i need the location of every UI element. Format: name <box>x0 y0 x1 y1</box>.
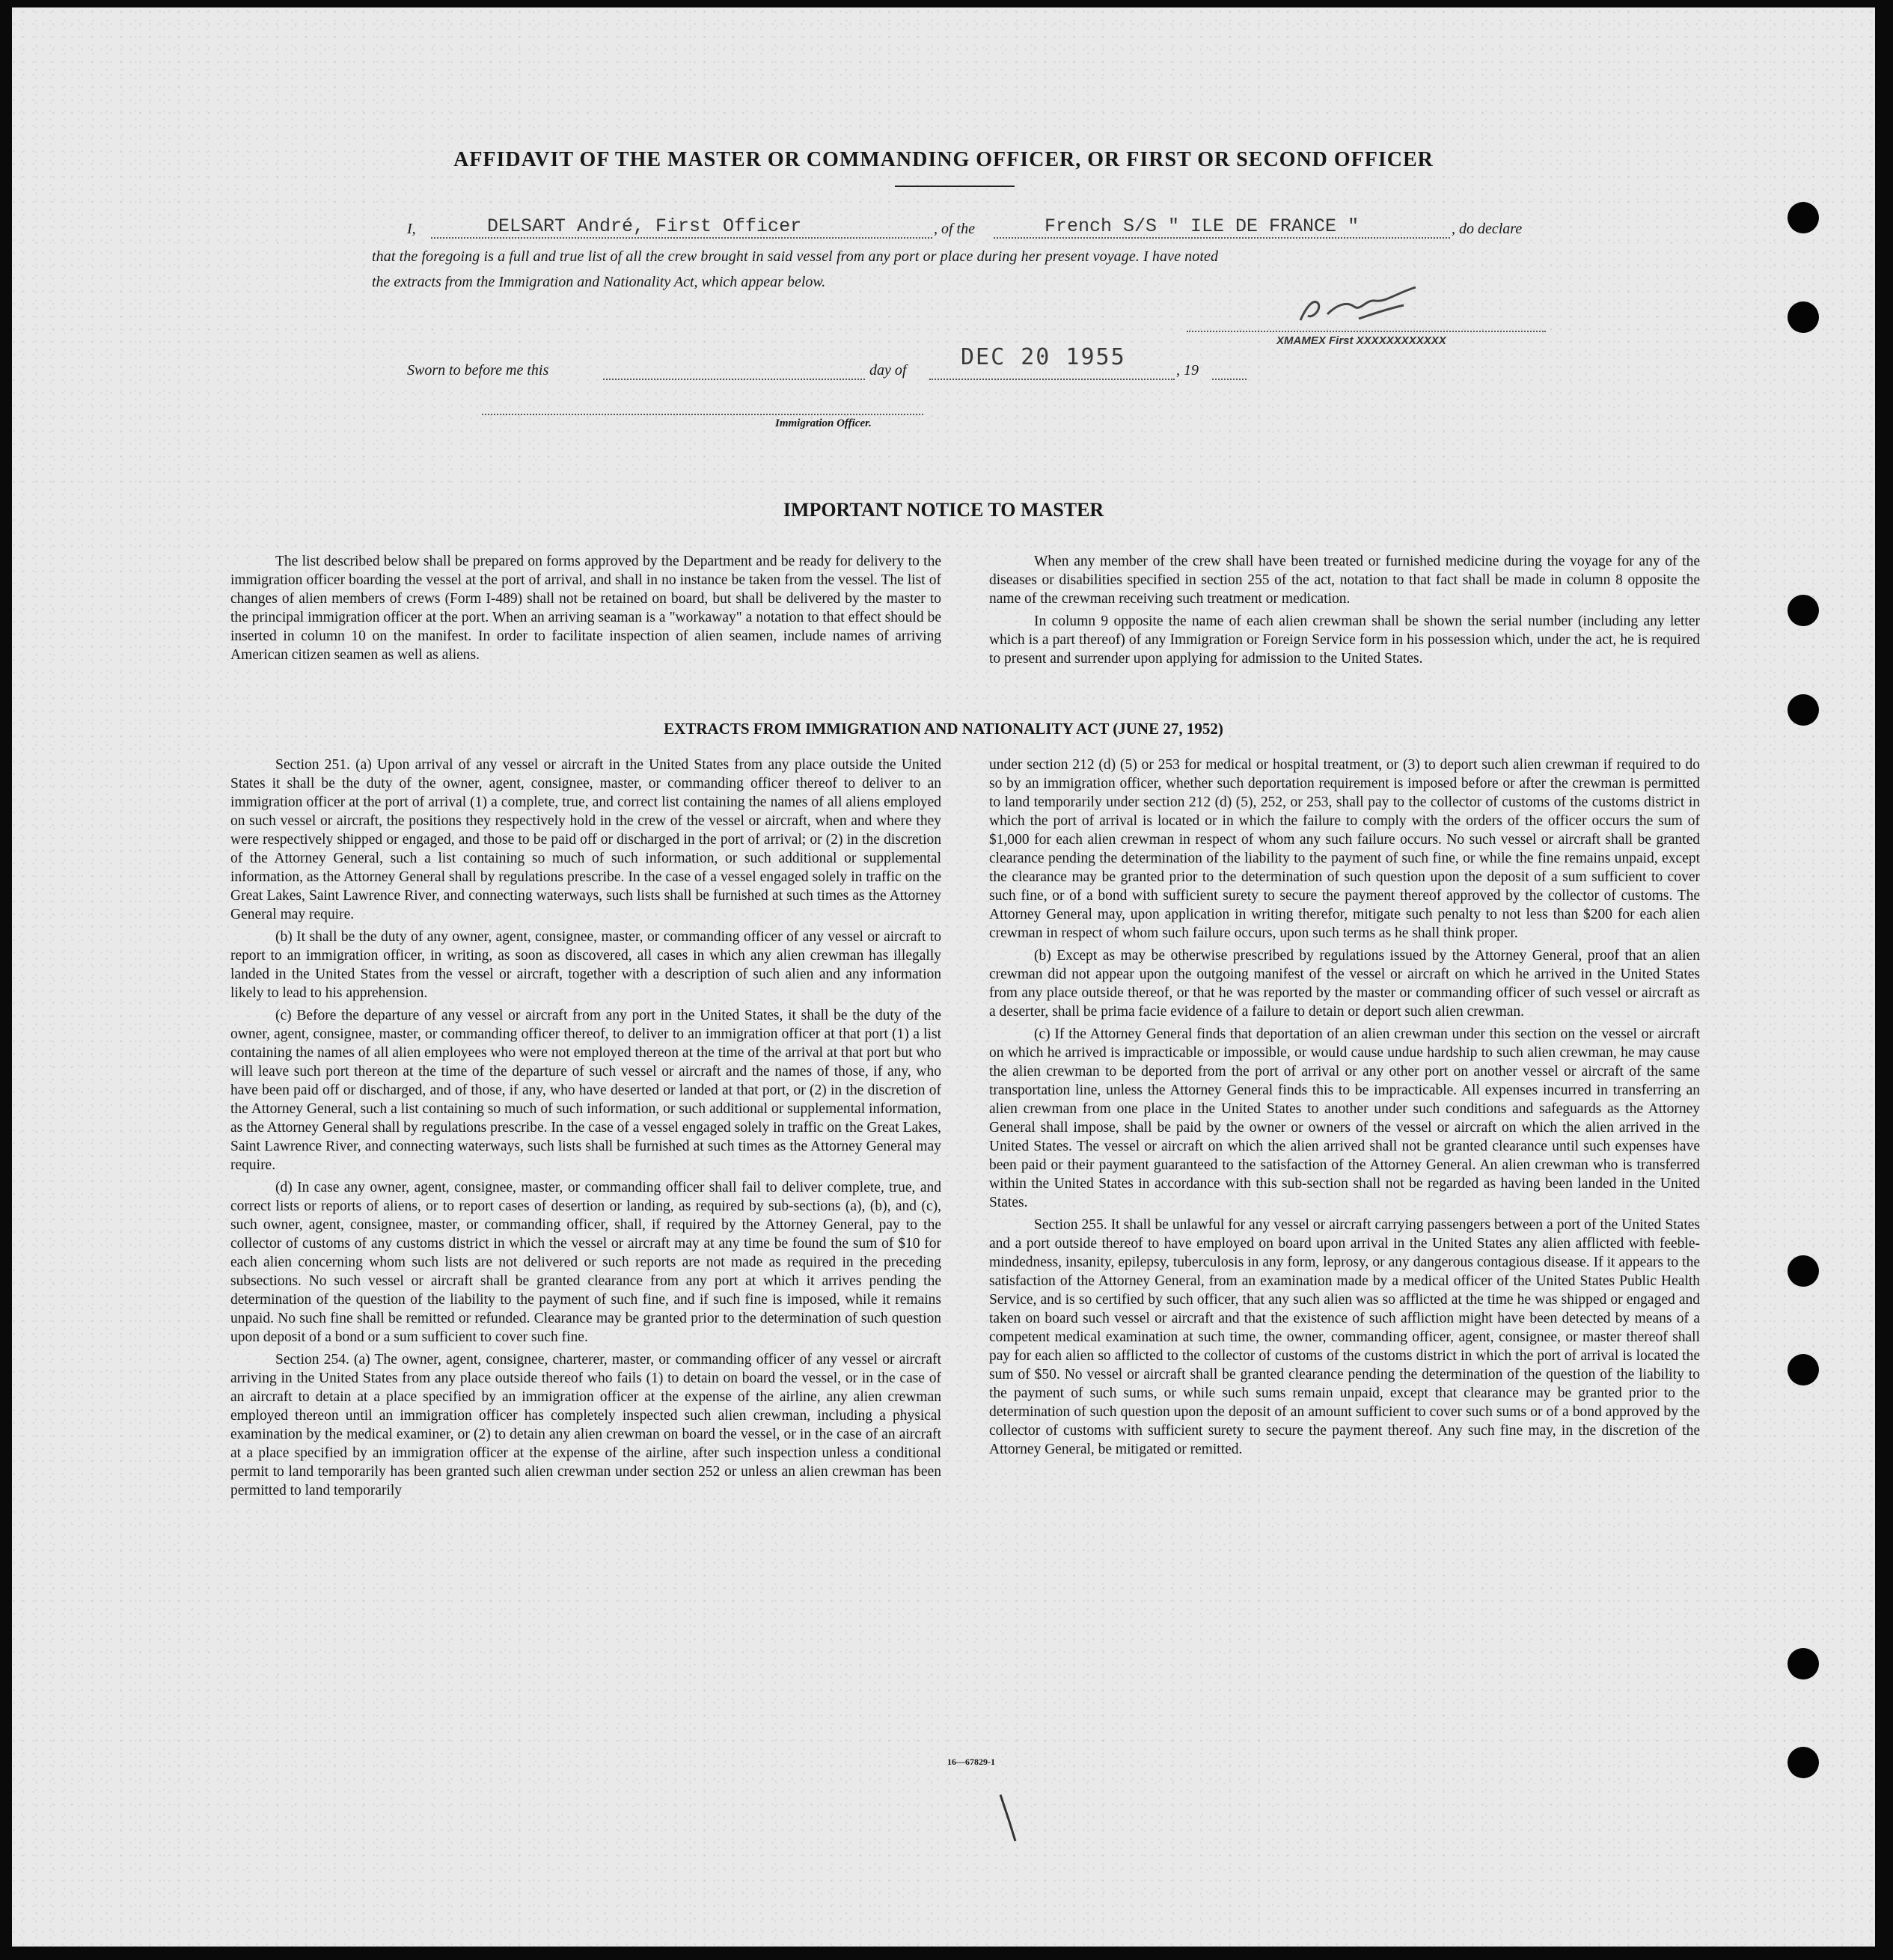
sworn-label: Sworn to before me this <box>407 362 549 379</box>
affidavit-title: AFFIDAVIT OF THE MASTER OR COMMANDING OFFICER, OR FIRST OR SECOND OFFICER <box>453 148 1434 171</box>
extracts-title: EXTRACTS FROM IMMIGRATION AND NATIONALITY ACT (JUNE 27, 1952) <box>664 720 1223 738</box>
signature-line <box>1187 331 1546 332</box>
stray-mark <box>996 1792 1026 1844</box>
binder-hole <box>1788 1648 1819 1679</box>
declare-label: , do declare <box>1452 221 1523 237</box>
day-of-label: day of <box>869 362 907 379</box>
binder-hole <box>1788 694 1819 726</box>
notice-right-paragraph-1: When any member of the crew shall have been treated or furnished medicine during the voyage for any of the diseases or disabilities specified in section 255 of the act, notation to that fact shall be made in column 8 opposite the name of the crewman receiving such treatment or medication. <box>989 554 1700 607</box>
extract-paragraph: (b) It shall be the duty of any owner, agent, consignee, master, or commanding officer of any vessel or aircraft to report to an immigration officer, in writing, as soon as discovered, all cases in which any alien crewman has illegally landed in the United States from the vessel or aircraft, together with a description of such alien and any information likely to lead to his apprehension. <box>230 929 941 1001</box>
binder-hole <box>1788 1354 1819 1385</box>
extract-paragraph: under section 212 (d) (5) or 253 for medical or hospital treatment, or (3) to deport such alien crewman if required to do so by an immigration officer, whether such deportation requirement is imposed before or after the crewman is permitted to land temporarily under section 212 (d) (5), 252, or 253, shall pay to the collector of customs of the customs district in which the port of arrival is located or in which the failure to comply with the orders of the officer occurs the sum of $1,000 for each alien crewman in respect of whom any such failure occurs. No such vessel or aircraft shall be granted clearance pending the determination of the liability to the payment of such fine, or while the fine remains unpaid, except the clearance may be granted prior to the determination of such question upon the deposit of a sum sufficient to cover such fine, or of a bond with sufficient surety to secure the payment thereof approved by the collector of customs. The Attorney General may, upon application in writing therefor, mitigate such penalty to not less than $200 for each alien crewman in respect of whom such failure occurs, upon such terms as he shall think proper. <box>989 757 1700 941</box>
year-line <box>1212 379 1247 380</box>
extract-paragraph: (b) Except as may be otherwise prescribed by regulations issued by the Attorney General, proof that an alien crewman did not appear upon the outgoing manifest of the vessel or aircraft on which he arrived in the United States from any place outside thereof, or that he was reported by the master or commanding officer of such vessel or aircraft as a deserter, shall be prima facie evidence of a failure to detain or deport such alien crewman. <box>989 948 1700 1020</box>
extract-paragraph: (c) If the Attorney General finds that deportation of an alien crewman under this section on the vessel or aircraft on which he arrived is impracticable or impossible, or would cause undue hardship to such alien crewman, he may cause the alien crewman to be deported from the port of arrival or any other port on another vessel or aircraft of the same transportation line, unless the Attorney General finds this to be impracticable. All expenses incurred in transferring an alien crewman from one place in the United States to another under such conditions and safeguards as the Attorney General shall impose, shall be paid by the owner or owners of the vessel or aircraft on which the alien arrived in the United States. The vessel or aircraft on which the alien arrived shall not be granted clearance until such expenses have been paid or their payment guaranteed to the satisfaction of the Attorney General. An alien crewman who is transferred within the United States in accordance with this sub-section shall not be regarded as having been landed in the United States. <box>989 1026 1700 1210</box>
extract-paragraph: Section 251. (a) Upon arrival of any vessel or aircraft in the United States from any place outside the United States it shall be the duty of the owner, agent, consignee, master, or commanding officer thereof to deliver to an immigration officer at the port of arrival (1) a complete, true, and correct list containing the names of all aliens employed on such vessel or aircraft, the positions they respectively hold in the crew of the vessel or aircraft, when and where they were respectively shipped or engaged, and those to be paid off or discharged in the port of arrival; or (2) in the discretion of the Attorney General, such a list containing so much of such information, or such additional or supplemental information, as the Attorney General shall by regulations prescribe. In the case of a vessel engaged solely in traffic on the Great Lakes, Saint Lawrence River, and connecting waterways, such lists shall be furnished at such times as the Attorney General may require. <box>230 757 941 922</box>
binder-hole <box>1788 1255 1819 1287</box>
signer-title: XMAMEX First XXXXXXXXXXXX <box>1276 334 1446 347</box>
notice-left-column <box>230 552 941 668</box>
binder-hole <box>1788 595 1819 626</box>
vessel-line <box>994 237 1450 239</box>
binder-hole <box>1788 202 1819 233</box>
binder-hole <box>1788 1747 1819 1778</box>
year-label: , 19 <box>1176 362 1199 379</box>
title-rule <box>895 186 1015 187</box>
affidavit-line-2: that the foregoing is a full and true list of all the crew brought in said vessel from any port or place during her present voyage. I have noted <box>372 248 1219 265</box>
date-stamp: DEC 20 1955 <box>961 344 1126 370</box>
extract-paragraph: (c) Before the departure of any vessel or aircraft from any port in the United States, it shall be the duty of the owner, agent, consignee, master, or commanding officer thereof, to deliver to an immigration officer at that port (1) a list containing the names of all alien employees who were not employed thereon at the time of the arrival at that port but who will leave such port thereon at the time of the departure of such vessel or aircraft and the names of those, if any, who have been paid off or discharged, and of those, if any, who have deserted or landed at that port, or (2) in the discretion of the Attorney General, such a list containing so much of such information, or such additional or supplemental information, as the Attorney General shall by regulations prescribe. In the case of a vessel engaged solely in traffic on the Great Lakes, Saint Lawrence River, and connecting waterways, such lists shall be furnished at such times as the Attorney General may require. <box>230 1008 941 1173</box>
extract-paragraph: (d) In case any owner, agent, consignee, master, or commanding officer shall fail to deliver complete, true, and correct lists or reports of aliens, or to report cases of desertion or landing, as required by sub-sections (a), (b), and (c), such owner, agent, consignee, master, or commanding officer, shall, if required by the Attorney General, pay to the collector of customs of any customs district in which the vessel or aircraft may at any time be found the sum of $10 for each alien concerning whom such lists are not delivered or such reports are not made as required in the preceding subsections. No such vessel or aircraft shall be granted clearance from any port at which it arrives pending the determination of the question of the liability to the payment of such fine, and if such fine is imposed, while it remains unpaid. No such fine shall be remitted or refunded. Clearance may be granted prior to the determination of such question upon deposit of a bond or a sum sufficient to cover such fine. <box>230 1180 941 1345</box>
sworn-month-line <box>929 379 1175 380</box>
officer-name-field[interactable]: DELSART André, First Officer <box>487 215 802 237</box>
extracts-left-column <box>230 756 941 1504</box>
of-label: , of the <box>934 221 975 237</box>
binder-hole <box>1788 301 1819 333</box>
notice-right-column <box>989 552 1700 672</box>
notice-title: IMPORTANT NOTICE TO MASTER <box>783 499 1104 521</box>
immigration-officer-caption: Immigration Officer. <box>775 417 872 429</box>
affidavit-line-3: the extracts from the Immigration and Nationality Act, which appear below. <box>372 274 826 290</box>
officer-signature-line <box>482 414 923 415</box>
document-page <box>12 7 1875 1947</box>
sworn-day-line <box>603 379 865 380</box>
name-line <box>431 237 932 239</box>
officer-signature <box>1291 284 1426 329</box>
vessel-name-field[interactable]: French S/S " ILE DE FRANCE " <box>1045 215 1360 237</box>
extract-paragraph: Section 254. (a) The owner, agent, consignee, charterer, master, or commanding officer of any vessel or aircraft arriving in the United States from any place outside thereof who fails (1) to detain on board the vessel, or in the case of an aircraft to detain at a place specified by an immigration officer at the expense of the airline, any alien crewman employed thereon until an immigration officer has completely inspected such alien crewman, including a physical examination by the medical examiner, or (2) to detain any alien crewman on board the vessel, or in the case of an aircraft at a place specified by an immigration officer at the expense of the airline, after such inspection unless a conditional permit to land temporarily has been granted such alien crewman under section 252 or unless an alien crewman has been permitted to land temporarily <box>230 1352 941 1498</box>
extracts-right-column <box>989 756 1700 1463</box>
extract-paragraph: Section 255. It shall be unlawful for any vessel or aircraft carrying passengers between a port of the United States and a port outside thereof to have employed on board upon arrival in the United States any alien afflicted with feeble-mindedness, insanity, epilepsy, tuberculosis in any form, leprosy, or any dangerous contagious disease. If it appears to the satisfaction of the Attorney General, from an examination made by a medical officer of the United States Public Health Service, and is so certified by such officer, that any such alien was so afflicted at the time he was shipped or engaged and taken on board such vessel or aircraft and that the existence of such affliction might have been detected by means of a competent medical examination at such time, the owner, commanding officer, agent, consignee, or master thereof shall pay for each alien so afflicted to the collector of customs of the customs district in which the port of arrival is located the sum of $50. No vessel or aircraft shall be granted clearance pending the determination of the question of the liability to the payment of such sums, or while such sums remain unpaid, except that clearance may be granted prior to the determination of such question upon the deposit of an amount sufficient to cover such sums or of a bond approved by the collector of customs with sufficient surety to secure the payment thereof. Any such fine may, in the discretion of the Attorney General, be mitigated or remitted. <box>989 1217 1700 1457</box>
i-label: I, <box>407 221 416 237</box>
form-number: 16—67829-1 <box>947 1757 995 1767</box>
notice-left-paragraph: The list described below shall be prepared on forms approved by the Department and be ready for delivery to the immigration officer boarding the vessel at the port of arrival, and shall in no instance be taken from the vessel. The list of changes of alien members of crews (Form I-489) shall not be retained on board, but shall be delivered by the master to the principal immigration officer at the port. When an arriving seaman is a "workaway" a notation to that effect should be inserted in column 10 on the manifest. In order to facilitate inspection of alien seamen, include names of arriving American citizen seamen as well as aliens. <box>230 554 941 663</box>
notice-right-paragraph-2: In column 9 opposite the name of each alien crewman shall be shown the serial number (including any letter which is a part thereof) of any Immigration or Foreign Service form in his possession which, under the act, he is required to present and surrender upon applying for admission to the United States. <box>989 613 1700 667</box>
